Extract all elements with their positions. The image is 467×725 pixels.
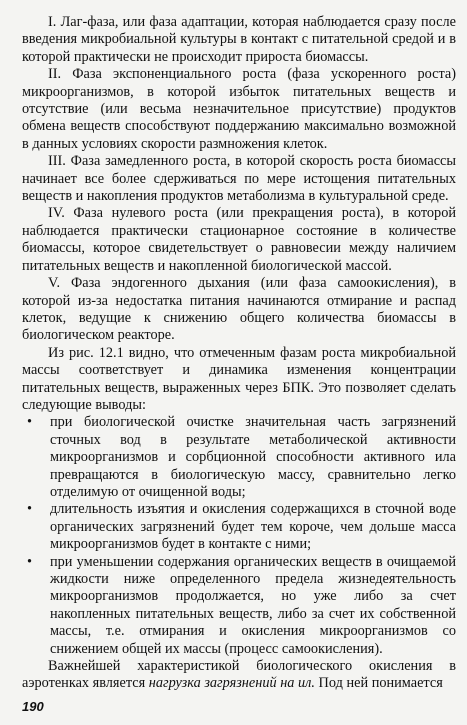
list-item-text: длительность изъятия и окисления содержащихся в сточной воде органических загрязнений будет тем короче, чем дольше масса микроорганизмов будет в контакте с ними; [50, 501, 456, 553]
bullet-icon: • [27, 553, 33, 570]
conclusions-list [22, 414, 456, 658]
list-item [22, 414, 456, 501]
list-item-text: при биологической очистке значительная часть загрязнений сточных вод в результате метаболической активности микроорганизмов и сорбционной способности активного ила превращаются в биологическую массу, сравнительно легко отделимую от очищенной воды; [50, 414, 456, 500]
emphasized-term: нагрузка загрязнений на ил. [148, 675, 315, 692]
paragraph-exponential-phase: II. Фаза экспоненциального роста (фаза ускоренного роста) микроорганизмов, в которой избыток питательных веществ и отсутствие (или весьма незначительное присутствие) продуктов обмена веществ способствуют поддержанию максимально возможной в данных условиях скорости размножения клеток. [22, 66, 456, 152]
paragraph-zero-growth-phase: IV. Фаза нулевого роста (или прекращения роста), в которой наблюдается практически стационарное состояние в количестве биомассы, которое свидетельствует о равновесии между наличием питательных веществ и накопленной биологической массой. [22, 205, 456, 274]
paragraph-text-continued: Под ней понимается [314, 675, 443, 692]
paragraph-figure-conclusions-intro: Из рис. 12.1 видно, что отмеченным фазам роста микробиальной массы соответствует и динамика изменения концентрации питательных веществ, выраженных через БПК. Это позволяет сделать следующие выводы: [22, 344, 456, 413]
bullet-icon: • [27, 414, 33, 431]
list-item-text: при уменьшении содержания органических веществ в очищаемой жидкости ниже определенного предела жизнедеятельность микроорганизмов продолжается, но уже либо за счет накопленных питательных веществ, либо за счет их собственной массы, т.е. отмирания и окисления микроорганизмов со снижением общей их массы (процесс самоокисления). [50, 553, 456, 657]
bullet-icon: • [27, 501, 33, 518]
page-number: 190 [22, 699, 44, 714]
paragraph-endogenous-respiration-phase: V. Фаза эндогенного дыхания (или фаза самоокисления), в которой из-за недостатка питания начинаются отмирание и распад клеток, ведущие к снижению общего количества биомассы в биологическом реакторе. [22, 275, 456, 344]
body-text [22, 14, 456, 693]
paragraph-text: Важнейшей характеристикой биологического окисления в аэротенках является [22, 658, 456, 692]
paragraph-load-definition [22, 658, 456, 693]
list-item [22, 554, 456, 658]
paragraph-lag-phase: I. Лаг-фаза, или фаза адаптации, которая наблюдается сразу после введения микробиальной культуры в контакт с питательной средой и в которой практически не происходит прироста биомассы. [22, 14, 456, 65]
paragraph-slowed-growth-phase: III. Фаза замедленного роста, в которой скорость роста биомассы начинает все более сдерживаться по мере истощения питательных веществ и накопления продуктов метаболизма в культуральной среде. [22, 153, 456, 205]
list-item [22, 501, 456, 553]
